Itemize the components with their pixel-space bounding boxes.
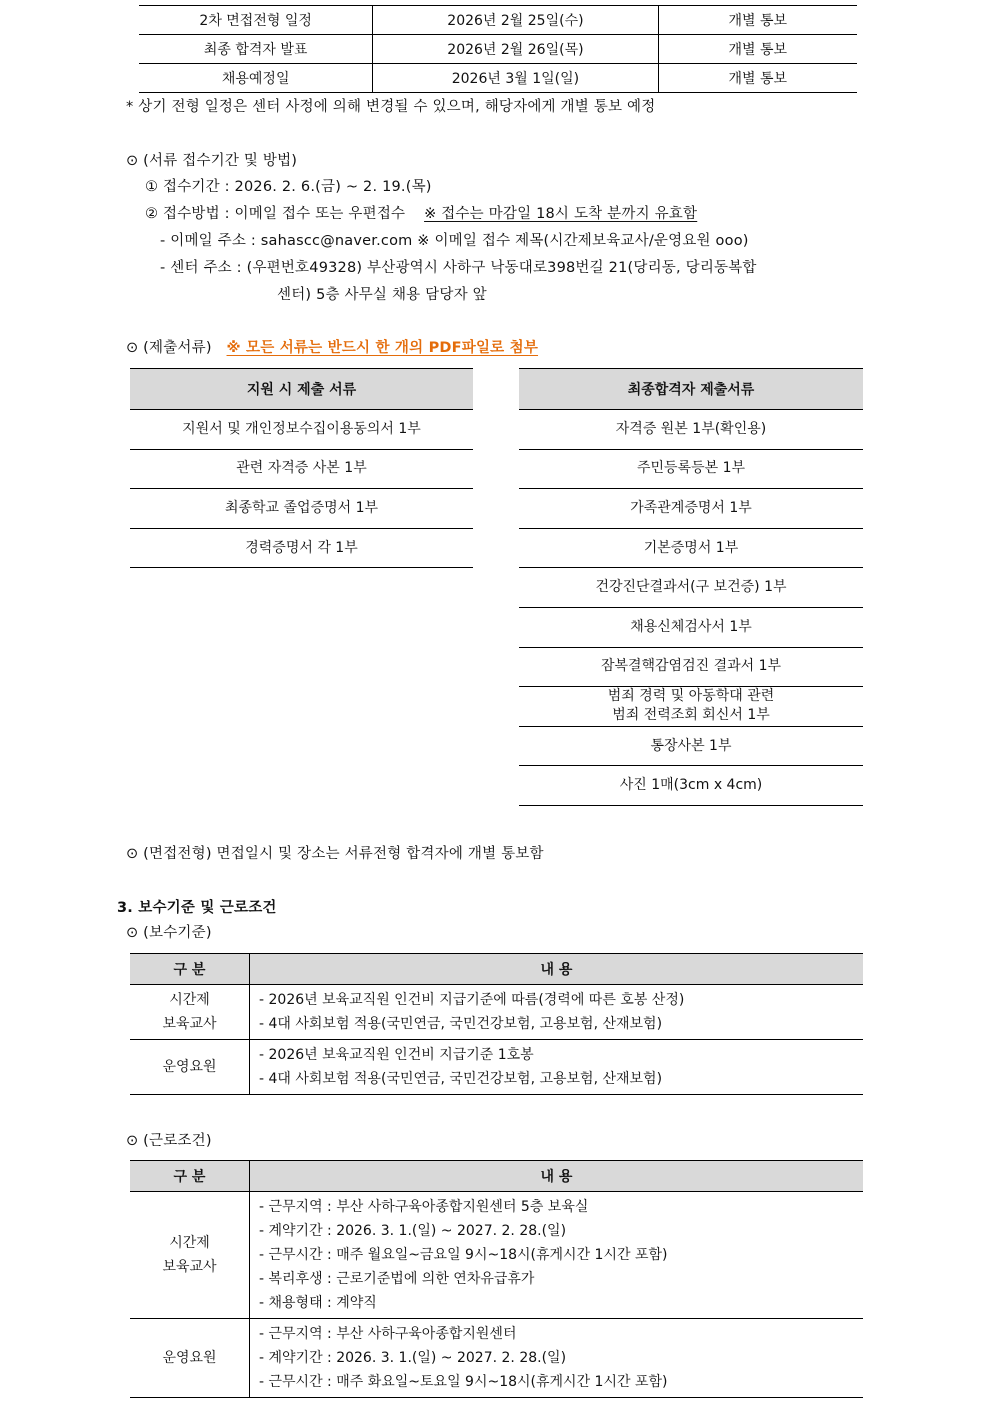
- category-line: 보육교사: [162, 1016, 217, 1032]
- content-line: - 채용형태 : 계약직: [259, 1295, 377, 1311]
- list-item-line: 범죄 경력 및 아동학대 관련: [607, 688, 775, 705]
- documents-heading-line: [126, 336, 538, 357]
- schedule-date: 2026년 2월 25일(수): [373, 6, 658, 35]
- list-item: 기본증명서 1부: [519, 529, 863, 569]
- category-line: 보육교사: [162, 1259, 217, 1275]
- schedule-stage: 채용예정일: [139, 64, 373, 93]
- category-cell: 운영요원: [130, 1040, 250, 1095]
- list-item: 경력증명서 각 1부: [130, 529, 473, 569]
- category-header: 구 분: [130, 1161, 250, 1192]
- table-row: [139, 6, 857, 35]
- content-line: - 근무지역 : 부산 사하구육아종합지원센터 5층 보육실: [259, 1199, 589, 1215]
- list-item: 가족관계증명서 1부: [519, 489, 863, 529]
- schedule-stage: 최종 합격자 발표: [139, 35, 373, 64]
- table-row: [130, 1192, 863, 1319]
- schedule-notice: 개별 통보: [658, 35, 857, 64]
- application-method-text: ② 접수방법 : 이메일 접수 또는 우편접수: [145, 206, 406, 222]
- table-header-row: [130, 1161, 863, 1192]
- application-method: [145, 202, 697, 223]
- documents-heading: ⊙ (제출서류): [126, 340, 212, 356]
- list-item: 건강진단결과서(구 보건증) 1부: [519, 568, 863, 608]
- application-method-note: ※ 접수는 마감일 18시 도착 분까지 유효함: [424, 206, 698, 222]
- category-line: 시간제: [169, 992, 210, 1008]
- content-cell: [250, 1040, 864, 1095]
- list-item: 잠복결핵감염검진 결과서 1부: [519, 648, 863, 688]
- list-item: 사진 1매(3cm x 4cm): [519, 766, 863, 806]
- content-line: - 근무지역 : 부산 사하구육아종합지원센터: [259, 1326, 517, 1342]
- content-line: - 계약기간 : 2026. 3. 1.(일) ~ 2027. 2. 28.(일): [259, 1350, 567, 1366]
- table-row: [130, 985, 863, 1040]
- list-item: 주민등록등본 1부: [519, 450, 863, 490]
- content-cell: [250, 1319, 864, 1398]
- application-address: - 센터 주소 : (우편번호49328) 부산광역시 사하구 낙동대로398번길 21(당리동, 당리동복합: [160, 260, 757, 276]
- content-line: - 4대 사회보험 적용(국민연금, 국민건강보험, 고용보험, 산재보험): [259, 1071, 663, 1087]
- section-title: 3. 보수기준 및 근로조건: [117, 900, 277, 916]
- final-documents-table: [519, 368, 863, 806]
- work-table: [130, 1160, 863, 1398]
- pay-heading: ⊙ (보수기준): [126, 925, 212, 941]
- content-header: 내 용: [250, 954, 864, 985]
- schedule-table: [139, 5, 857, 93]
- table-header-row: [130, 954, 863, 985]
- category-header: 구 분: [130, 954, 250, 985]
- content-header: 내 용: [250, 1161, 864, 1192]
- work-heading: ⊙ (근로조건): [126, 1133, 212, 1149]
- documents-notice: ※ 모든 서류는 반드시 한 개의 PDF파일로 첨부: [226, 340, 539, 356]
- content-line: - 4대 사회보험 적용(국민연금, 국민건강보험, 고용보험, 산재보험): [259, 1016, 663, 1032]
- apply-documents-table: [130, 368, 473, 568]
- list-item: 통장사본 1부: [519, 727, 863, 767]
- schedule-date: 2026년 2월 26일(목): [373, 35, 658, 64]
- content-line: - 2026년 보육교직원 인건비 지급기준 1호봉: [259, 1047, 534, 1063]
- interview-text: ⊙ (면접전형) 면접일시 및 장소는 서류전형 합격자에 개별 통보함: [126, 846, 544, 862]
- category-cell: [130, 985, 250, 1040]
- category-cell: [130, 1192, 250, 1319]
- category-line: 시간제: [169, 1235, 210, 1251]
- table-row: [139, 64, 857, 93]
- list-item: [519, 687, 863, 727]
- list-item: 지원서 및 개인정보수집이용동의서 1부: [130, 410, 473, 450]
- table-row: [130, 1319, 863, 1398]
- apply-documents-header: 지원 시 제출 서류: [130, 368, 473, 410]
- list-item-line: 범죄 전력조회 회신서 1부: [612, 707, 770, 724]
- table-row: [139, 35, 857, 64]
- schedule-date: 2026년 3월 1일(일): [373, 64, 658, 93]
- list-item: 최종학교 졸업증명서 1부: [130, 489, 473, 529]
- list-item: 채용신체검사서 1부: [519, 608, 863, 648]
- content-cell: [250, 985, 864, 1040]
- schedule-notice: 개별 통보: [658, 6, 857, 35]
- application-address-cont: 센터) 5층 사무실 채용 담당자 앞: [277, 287, 487, 303]
- table-row: [130, 1040, 863, 1095]
- application-email: - 이메일 주소 : sahascc@naver.com ※ 이메일 접수 제목(시간제보육교사/운영요원 ooo): [160, 233, 749, 249]
- content-cell: [250, 1192, 864, 1319]
- content-line: - 계약기간 : 2026. 3. 1.(일) ~ 2027. 2. 28.(일): [259, 1223, 567, 1239]
- application-heading: ⊙ (서류 접수기간 및 방법): [126, 153, 298, 169]
- pay-table: [130, 953, 863, 1095]
- category-cell: 운영요원: [130, 1319, 250, 1398]
- content-line: - 근무시간 : 매주 화요일~토요일 9시~18시(휴게시간 1시간 포함): [259, 1374, 668, 1390]
- final-documents-header: 최종합격자 제출서류: [519, 368, 863, 410]
- content-line: - 근무시간 : 매주 월요일~금요일 9시~18시(휴게시간 1시간 포함): [259, 1247, 668, 1263]
- application-period: ① 접수기간 : 2026. 2. 6.(금) ~ 2. 19.(목): [145, 179, 432, 195]
- content-line: - 복리후생 : 근로기준법에 의한 연차유급휴가: [259, 1271, 535, 1287]
- schedule-note: * 상기 전형 일정은 센터 사정에 의해 변경될 수 있으며, 해당자에게 개별 통보 예정: [126, 99, 656, 115]
- list-item: 자격증 원본 1부(확인용): [519, 410, 863, 450]
- content-line: - 2026년 보육교직원 인건비 지급기준에 따름(경력에 따른 호봉 산정): [259, 992, 685, 1008]
- schedule-notice: 개별 통보: [658, 64, 857, 93]
- list-item: 관련 자격증 사본 1부: [130, 450, 473, 490]
- schedule-stage: 2차 면접전형 일정: [139, 6, 373, 35]
